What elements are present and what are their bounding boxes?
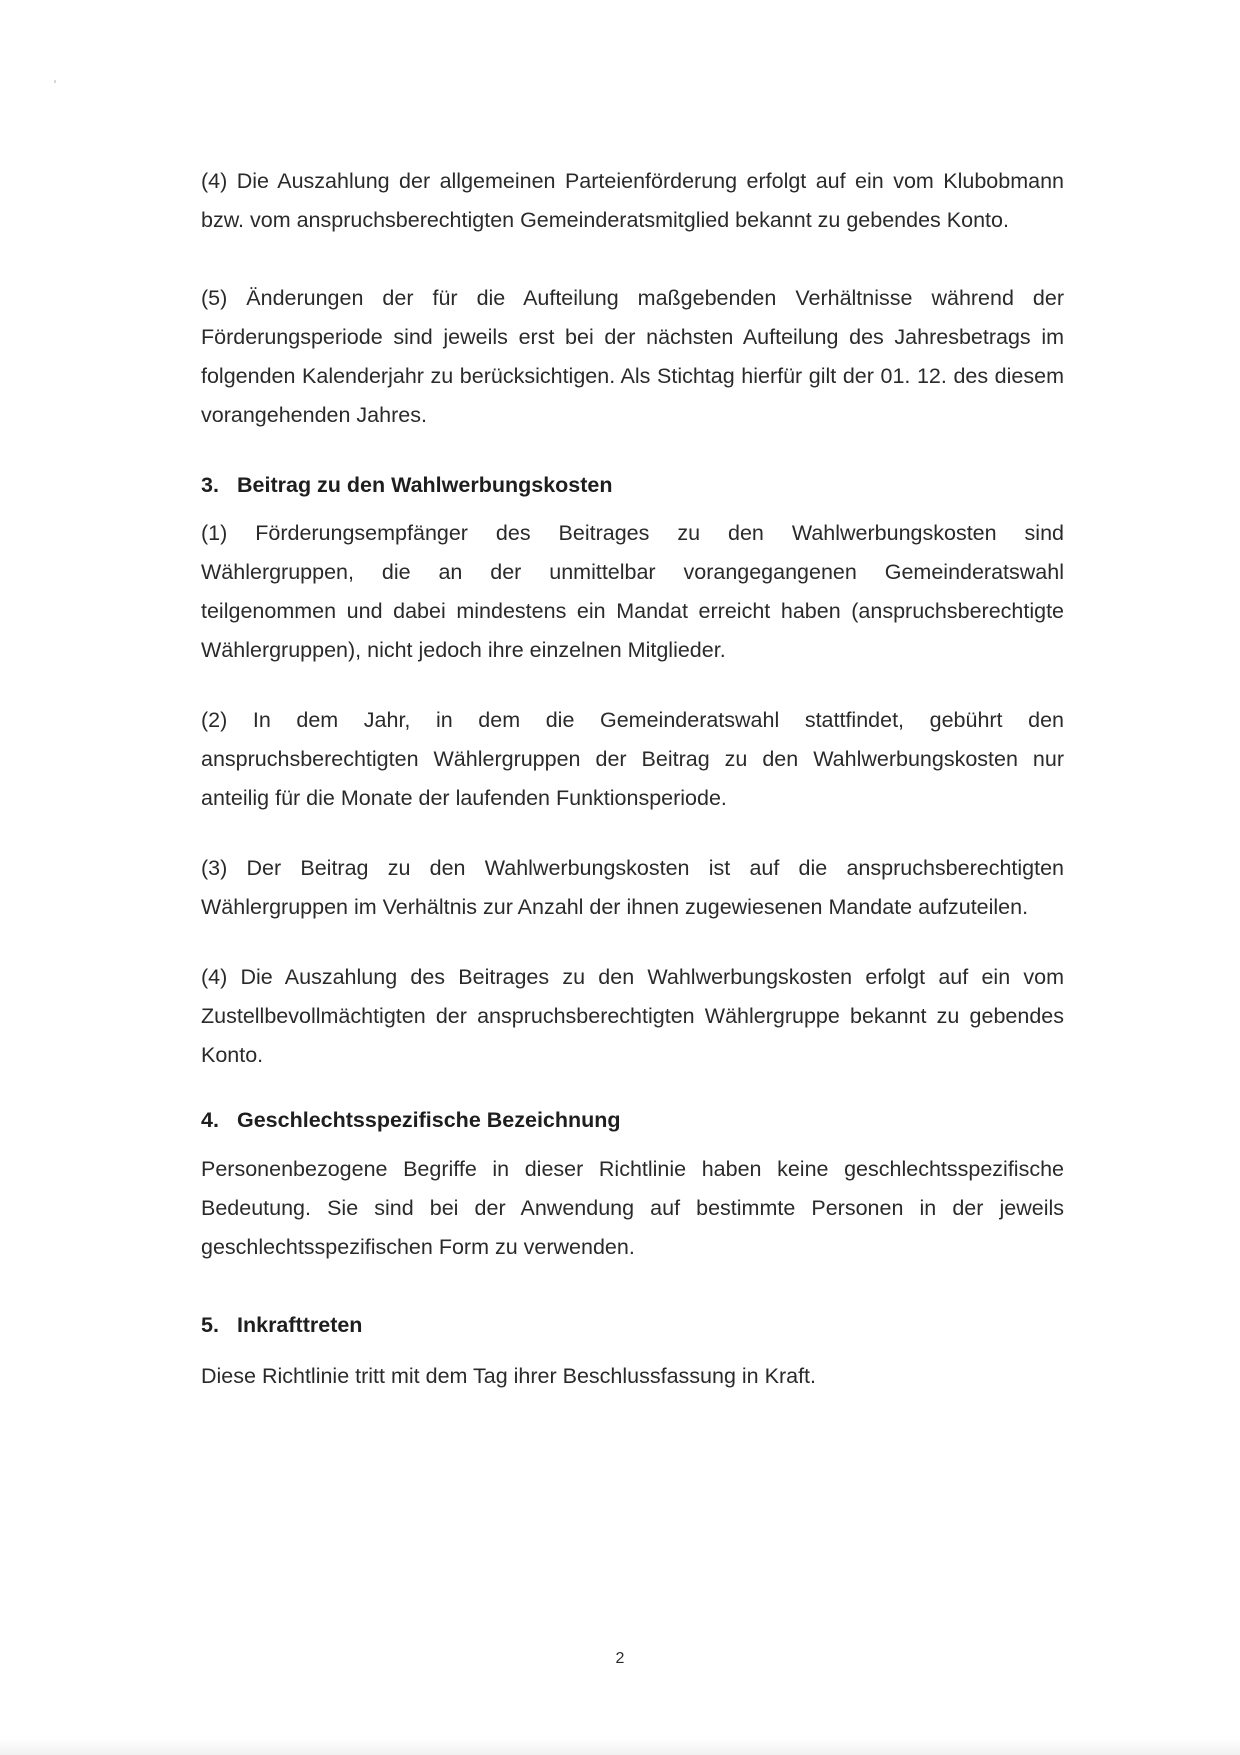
section-5-heading xyxy=(201,1306,1064,1345)
scan-bottom-edge xyxy=(0,1738,1240,1755)
section-4-number: 4. xyxy=(201,1108,219,1132)
section-4-title: Geschlechtsspezifische Bezeichnung xyxy=(237,1108,621,1132)
paragraph-5-allgemein: (5) Änderungen der für die Aufteilung maßgebenden Verhältnisse während der Förderungsperiode sind jeweils erst bei der nächsten Aufteilung des Jahresbetrags im folgenden Kalenderjahr zu berücksichtigen. Als Stichtag hierfür gilt der 01. 12. des diesem vorangehenden Jahres. xyxy=(201,286,1064,427)
paragraph-4-allgemein: (4) Die Auszahlung der allgemeinen Parteienförderung erfolgt auf ein vom Klubobmann bzw. vom anspruchsberechtigten Gemeinderatsmitglied bekannt zu gebendes Konto. xyxy=(201,169,1064,232)
scan-speck xyxy=(54,80,56,83)
section-3-heading xyxy=(201,466,1064,505)
section-4-heading xyxy=(201,1101,1064,1140)
section-3-paragraph-4: (4) Die Auszahlung des Beitrages zu den Wahlwerbungskosten erfolgt auf ein vom Zustellbevollmächtigten der anspruchsberechtigten Wählergruppe bekannt zu gebendes Konto. xyxy=(201,965,1064,1067)
document-body xyxy=(201,162,1064,1396)
section-3-paragraph-3: (3) Der Beitrag zu den Wahlwerbungskosten ist auf die anspruchsberechtigten Wählergruppen im Verhältnis zur Anzahl der ihnen zugewiesenen Mandate aufzuteilen. xyxy=(201,856,1064,919)
page-number: 2 xyxy=(615,1650,625,1667)
section-3-number: 3. xyxy=(201,473,219,497)
section-3-title: Beitrag zu den Wahlwerbungskosten xyxy=(237,473,613,497)
section-3-paragraph-1: (1) Förderungsempfänger des Beitrages zu den Wahlwerbungskosten sind Wählergruppen, die an der unmittelbar vorangegangenen Gemeinderatswahl teilgenommen und dabei mindestens ein Mandat erreicht haben (anspruchsberechtigte Wählergruppen), nicht jedoch ihre einzelnen Mitglieder. xyxy=(201,521,1064,662)
section-4-paragraph-1: Personenbezogene Begriffe in dieser Richtlinie haben keine geschlechtsspezifische Bedeutung. Sie sind bei der Anwendung auf bestimmte Personen in der jeweils geschlechtsspezifischen Form zu verwenden. xyxy=(201,1157,1064,1259)
section-5-paragraph-1: Diese Richtlinie tritt mit dem Tag ihrer Beschlussfassung in Kraft. xyxy=(201,1364,816,1388)
section-5-number: 5. xyxy=(201,1313,219,1337)
section-5-title: Inkrafttreten xyxy=(237,1313,363,1337)
section-3-paragraph-2: (2) In dem Jahr, in dem die Gemeinderatswahl stattfindet, gebührt den anspruchsberechtigten Wählergruppen der Beitrag zu den Wahlwerbungskosten nur anteilig für die Monate der laufenden Funktionsperiode. xyxy=(201,708,1064,810)
